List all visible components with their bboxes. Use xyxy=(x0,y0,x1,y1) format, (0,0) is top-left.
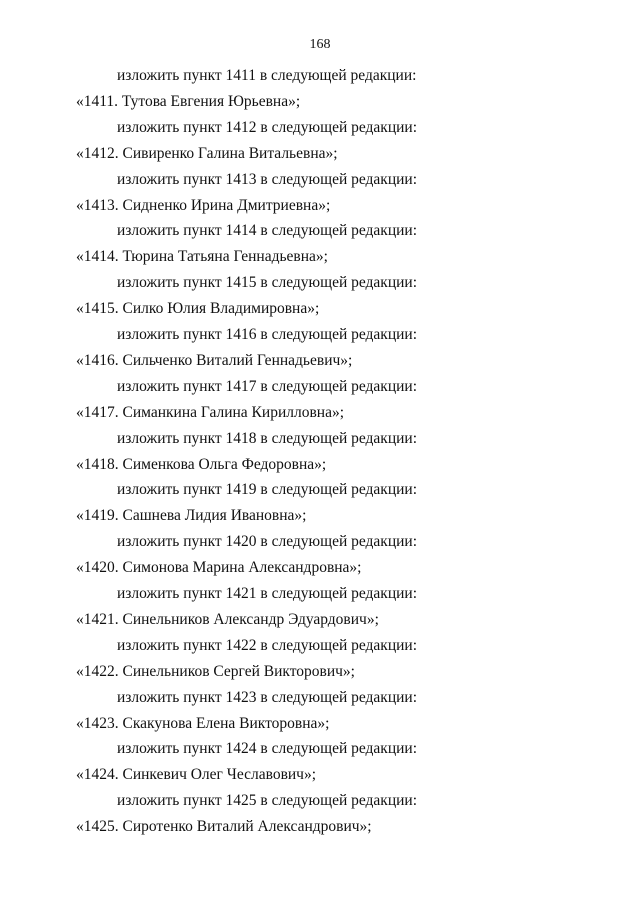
list-item xyxy=(0,582,640,634)
instruction-line: изложить пункт 1418 в следующей редакции: xyxy=(117,429,418,447)
list-item xyxy=(0,789,640,841)
list-item xyxy=(0,64,640,116)
list-item xyxy=(0,219,640,271)
entry-line: «1413. Сидненко Ирина Дмитриевна»; xyxy=(76,196,331,214)
list-item xyxy=(0,530,640,582)
entry-line: «1425. Сиротенко Виталий Александрович»; xyxy=(76,818,372,836)
list-item xyxy=(0,427,640,479)
entry-line: «1423. Скакунова Елена Викторовна»; xyxy=(76,714,330,732)
list-item xyxy=(0,634,640,686)
list-item xyxy=(0,271,640,323)
instruction-line: изложить пункт 1422 в следующей редакции: xyxy=(117,636,418,654)
entry-line: «1411. Тутова Евгения Юрьевна»; xyxy=(76,93,301,110)
list-item xyxy=(0,116,640,168)
instruction-line: изложить пункт 1416 в следующей редакции: xyxy=(117,325,418,343)
entry-line: «1422. Синельников Сергей Викторович»; xyxy=(76,662,355,680)
entry-line: «1416. Сильченко Виталий Геннадьевич»; xyxy=(76,351,353,369)
page-number: 168 xyxy=(309,37,331,52)
entry-line: «1420. Симонова Марина Александровна»; xyxy=(76,559,362,577)
instruction-line: изложить пункт 1414 в следующей редакции: xyxy=(117,222,418,240)
instruction-line: изложить пункт 1420 в следующей редакции: xyxy=(117,533,418,551)
entry-line: «1418. Сименкова Ольга Федоровна»; xyxy=(76,455,327,473)
entry-line: «1417. Симанкина Галина Кирилловна»; xyxy=(76,403,345,421)
entry-line: «1412. Сивиренко Галина Витальевна»; xyxy=(76,144,338,162)
entry-line: «1414. Тюрина Татьяна Геннадьевна»; xyxy=(76,248,328,266)
list-item xyxy=(0,168,640,220)
instruction-line: изложить пункт 1412 в следующей редакции: xyxy=(117,118,418,136)
entry-line: «1421. Синельников Александр Эдуардович»; xyxy=(76,610,379,628)
list-item xyxy=(0,737,640,789)
instruction-line: изложить пункт 1419 в следующей редакции: xyxy=(117,481,418,499)
entry-line: «1415. Силко Юлия Владимировна»; xyxy=(76,300,320,318)
instruction-line: изложить пункт 1417 в следующей редакции: xyxy=(117,377,418,395)
document-body xyxy=(0,64,640,841)
instruction-line: изложить пункт 1425 в следующей редакции: xyxy=(117,792,418,810)
list-item xyxy=(0,375,640,427)
instruction-line: изложить пункт 1421 в следующей редакции: xyxy=(117,584,418,602)
list-item xyxy=(0,478,640,530)
instruction-line: изложить пункт 1423 в следующей редакции: xyxy=(117,688,418,706)
instruction-line: изложить пункт 1413 в следующей редакции: xyxy=(117,170,418,188)
list-item xyxy=(0,323,640,375)
entry-line: «1424. Синкевич Олег Чеславович»; xyxy=(76,766,317,784)
instruction-line: изложить пункт 1411 в следующей редакции: xyxy=(117,67,417,84)
instruction-line: изложить пункт 1424 в следующей редакции: xyxy=(117,740,418,758)
list-item xyxy=(0,686,640,738)
instruction-line: изложить пункт 1415 в следующей редакции: xyxy=(117,274,418,292)
entry-line: «1419. Сашнева Лидия Ивановна»; xyxy=(76,507,307,525)
